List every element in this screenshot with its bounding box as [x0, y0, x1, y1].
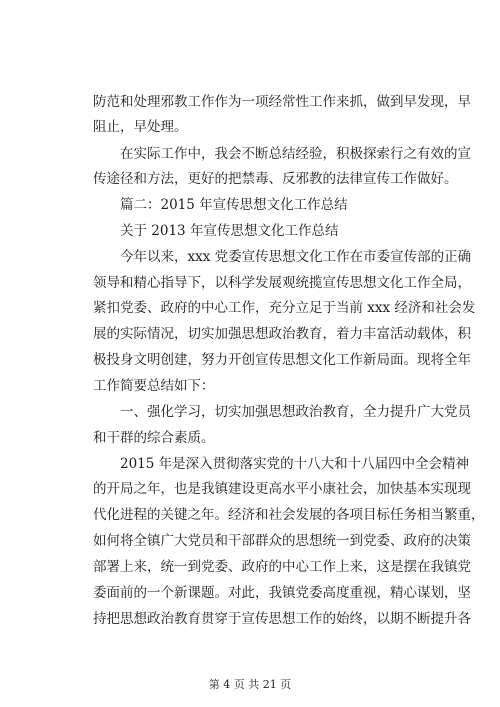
text-line: 委面前的一个新课题。对此，我镇党委高度重视，精心谋划，坚: [93, 585, 471, 601]
text-line: 和干群的综合素质。: [93, 430, 215, 446]
text-line: 工作简要总结如下：: [93, 378, 215, 394]
text-line: 部署上来，统一到党委、政府的中心工作上来，这是摆在我镇党: [93, 559, 471, 575]
text-line: 阻止，早处理。: [93, 119, 188, 135]
text-line: 紧扣党委、政府的中心工作，充分立足于当前 xxx 经济和社会发: [93, 300, 476, 316]
text-line: 2015 年是深入贯彻落实党的十八大和十八届四中全会精神: [120, 456, 470, 472]
text-line: 如何将全镇广大党员和干部群众的思想统一到党委、政府的决策: [93, 533, 471, 549]
section-heading: 篇二：2015 年宣传思想文化工作总结: [120, 197, 348, 213]
text-line: 领导和精心指导下，以科学发展观统揽宣传思想文化工作全局，: [93, 275, 471, 291]
text-line: 传途径和方法，更好的把禁毒、反邪教的法律宣传工作做好。: [93, 171, 458, 187]
text-line: 在实际工作中，我会不断总结经验，积极探索行之有效的宣: [120, 146, 471, 162]
text-line: 极投身文明创建，努力开创宣传思想文化工作新局面。现将全年: [93, 352, 471, 368]
text-line: 防范和处理邪教工作作为一项经常性工作来抓，做到早发现，早: [93, 94, 471, 110]
text-line: 今年以来，xxx 党委宣传思想文化工作在市委宣传部的正确: [120, 249, 472, 265]
text-line: 展的实际情况，切实加强思想政治教育，着力丰富活动载体，积: [93, 326, 471, 342]
text-line: 持把思想政治教育贯穿于宣传思想工作的始终，以期不断提升各: [93, 611, 471, 627]
text-line: 一、强化学习，切实加强思想政治教育，全力提升广大党员: [120, 404, 471, 420]
text-line: 代化进程的关键之年。经济和社会发展的各项目标任务相当繁重，: [93, 507, 485, 523]
text-line: 的开局之年，也是我镇建设更高水平小康社会，加快基本实现现: [93, 481, 471, 497]
document-title: 关于 2013 年宣传思想文化工作总结: [120, 223, 339, 239]
page-number-footer: 第 4 页 共 21 页: [208, 678, 292, 691]
